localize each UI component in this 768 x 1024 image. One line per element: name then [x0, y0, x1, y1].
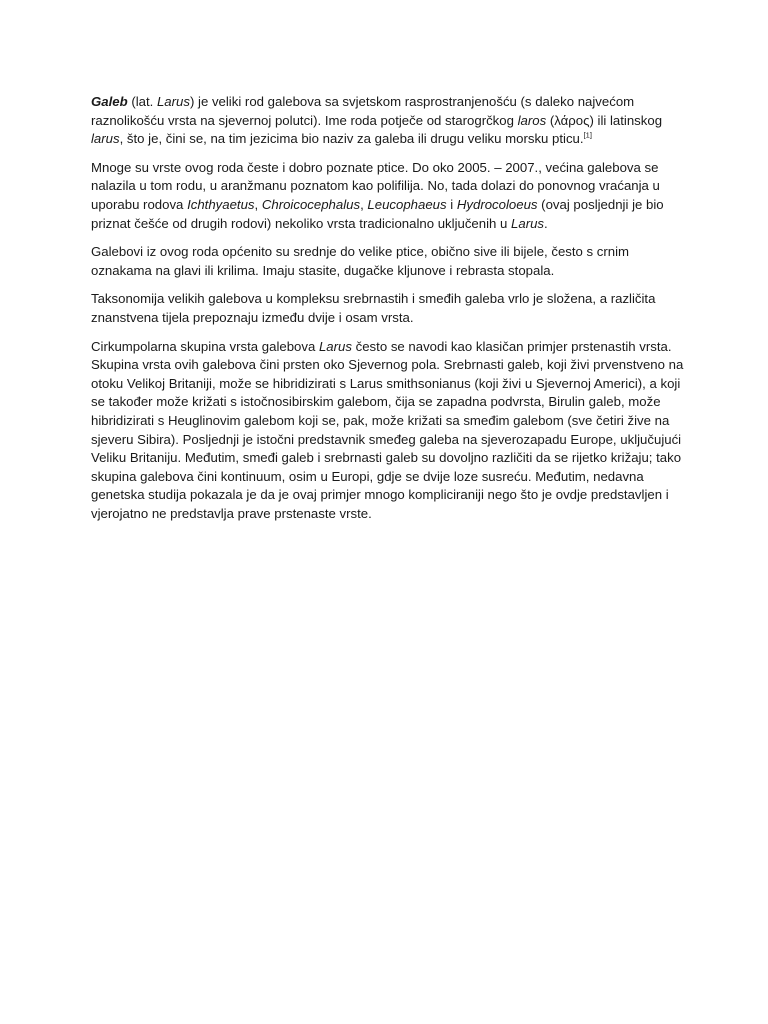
text-run: . — [544, 215, 548, 231]
italic-term: Larus — [156, 94, 190, 109]
paragraph-taxonomy-history — [91, 159, 687, 233]
paragraph-ring-species — [91, 338, 687, 524]
document-page — [91, 93, 687, 533]
italic-term: Ichthyaetus — [187, 196, 255, 212]
paragraph-description — [91, 243, 687, 280]
text-run: (ovaj posljednji je bio priznat češće od drugih rodovi) nekoliko vrsta tradicionalno uključenih u — [91, 196, 668, 231]
text-run: ) je veliki rod galebova sa svjetskom rasprostranjenošću (s daleko najvećom raznolikošću vrsta na sjevernoj polutci). Ime roda potječe od starogrčkog — [91, 94, 638, 128]
italic-term: Larus — [511, 215, 545, 231]
text-run: (λάρος) ili latinskog — [546, 112, 666, 128]
italic-term: laros — [517, 112, 547, 128]
italic-term: Larus — [318, 338, 352, 354]
paragraph-large-gulls — [91, 290, 687, 327]
text-run: Cirkumpolarna skupina vrsta galebova — [91, 338, 319, 354]
text-run: Galebovi iz ovog roda općenito su srednje do velike ptice, obično sive ili bijele, često s crnim oznakama na glavi ili krilima. Imaju stasite, dugačke kljunove i rebrasta stopala. — [91, 244, 633, 278]
text-run: često se navodi kao klasičan primjer prstenastih vrsta. Skupina vrsta ovih galebova čini prsten oko Sjevernog pola. Srebrnasti galeb, koji živi prvenstveno na otoku Velikoj Britaniji, može se hibridizirati s Larus smithsonianus (koji živi u Sjevernoj Americi), a koji se također može križati s istočnosibirskim galebom, čija se zapadna podvrsta, Birulin galeb, može hibridizirati s Heuglinovim galebom koji se, pak, može križati sa smeđim galebom (sve četiri žive na sjeveru Sibira). Posljednji je istočni predstavnik smeđeg galeba na sjeverozapadu Europe, uključujući Veliku Britaniju. Međutim, smeđi galeb i srebrnasti galeb su dovoljno različiti da se rijetko križaju; tako skupina galebova čini kontinuum, osim u Europi, gdje se dvije loze susreću. Međutim, nedavna genetska studija pokazala je da je ovaj primjer mnogo kompliciraniji nego što je ovdje predstavljen i vjerojatno ne predstavlja prave prstenaste vrste. — [91, 338, 687, 521]
text-run: , što je, čini se, na tim jezicima bio naziv za galeba ili drugu veliku morsku pticu. — [119, 131, 584, 147]
citation-reference: [1] — [583, 130, 592, 140]
text-run: Taksonomija velikih galebova u kompleksu srebrnastih i smeđih galeba vrlo je složena, a različita znanstvena tijela prepoznaju između dvije i osam vrsta. — [91, 291, 660, 325]
italic-term: Leucophaeus — [367, 196, 447, 212]
text-run: , — [360, 196, 368, 212]
text-run: i — [446, 196, 457, 212]
text-run: (lat. — [127, 94, 157, 109]
paragraph-intro — [91, 93, 687, 149]
text-run: , — [254, 196, 262, 212]
italic-term: larus — [91, 131, 120, 147]
italic-term: Hydrocoloeus — [456, 196, 538, 212]
text-run: Mnoge su vrste ovog roda česte i dobro poznate ptice. Do oko 2005. – 2007., većina galebova se nalazila u tom rodu, u aranžmanu poznatom kao polifilija. No, tada dolazi do ponovnog vraćanja u uporabu rodova — [91, 159, 664, 212]
term-heading: Galeb — [91, 94, 128, 109]
italic-term: Chroicocephalus — [261, 196, 361, 212]
